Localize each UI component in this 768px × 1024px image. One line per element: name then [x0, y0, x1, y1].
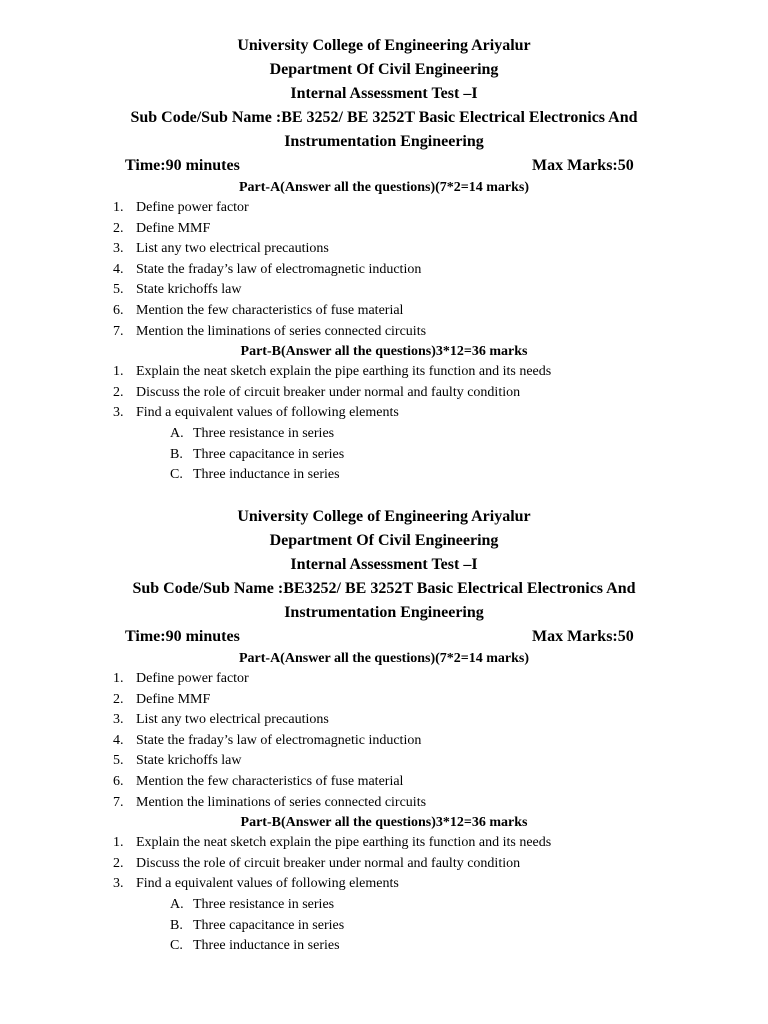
question-number: 2.	[113, 220, 124, 236]
list-item	[0, 731, 768, 752]
question-number: 2.	[113, 691, 124, 707]
question-text: Define power factor	[136, 671, 249, 686]
subject-line-2: Instrumentation Engineering	[284, 604, 484, 621]
question-number: 1.	[113, 835, 124, 851]
sub-item-letter: C.	[170, 938, 183, 954]
time-marks-row	[0, 154, 768, 178]
sub-item-letter: C.	[170, 467, 183, 483]
question-text: Mention the few characteristics of fuse material	[136, 773, 404, 789]
question-text: Find a equivalent values of following elements	[136, 405, 399, 421]
question-number: 4.	[113, 261, 124, 277]
question-text: Find a equivalent values of following elements	[136, 876, 399, 892]
sub-item-letter: B.	[170, 446, 183, 462]
department-name: Department Of Civil Engineering	[269, 532, 499, 549]
list-item	[0, 322, 768, 343]
question-number: 5.	[113, 753, 124, 769]
college-name: University College of Engineering Ariyalur	[237, 508, 531, 525]
question-number: 6.	[113, 302, 124, 318]
max-marks: Max Marks:50	[532, 157, 634, 174]
question-number: 3.	[113, 712, 124, 728]
subject-line-1: Sub Code/Sub Name :BE 3252/ BE 3252T Basic Electrical Electronics And	[130, 109, 638, 126]
part-b-heading: Part-B(Answer all the questions)3*12=36 marks	[240, 344, 528, 360]
part-b-sub-items	[0, 895, 768, 957]
max-marks: Max Marks:50	[532, 628, 634, 645]
subject-line-1: Sub Code/Sub Name :BE3252/ BE 3252T Basic Electrical Electronics And	[132, 580, 636, 597]
list-item	[0, 833, 768, 854]
time-allowed: Time:90 minutes	[125, 628, 240, 645]
list-item	[0, 301, 768, 322]
part-a-heading: Part-A(Answer all the questions)(7*2=14 marks)	[238, 651, 530, 666]
question-text: Define MMF	[136, 691, 211, 707]
question-text: State the fraday’s law of electromagnetic induction	[136, 732, 422, 748]
time-allowed: Time:90 minutes	[125, 157, 240, 174]
department-name: Department Of Civil Engineering	[269, 61, 499, 78]
question-text: Define MMF	[136, 220, 211, 236]
part-b-sub-items	[0, 424, 768, 486]
list-item	[0, 669, 768, 690]
question-text: Explain the neat sketch explain the pipe earthing its function and its needs	[136, 835, 552, 851]
question-text: Discuss the role of circuit breaker under normal and faulty condition	[136, 855, 521, 871]
question-text: Mention the liminations of series connected circuits	[136, 323, 427, 339]
question-text: Discuss the role of circuit breaker under normal and faulty condition	[136, 384, 521, 400]
question-number: 7.	[113, 794, 124, 810]
question-number: 7.	[113, 323, 124, 339]
question-number: 1.	[113, 200, 124, 215]
question-text: State the fraday’s law of electromagnetic induction	[136, 261, 422, 277]
sub-item-letter: B.	[170, 917, 183, 933]
list-item	[0, 936, 768, 957]
question-text: State krichoffs law	[136, 282, 242, 298]
part-b-heading: Part-B(Answer all the questions)3*12=36 marks	[240, 815, 528, 831]
question-text: Define power factor	[136, 200, 249, 215]
list-item	[0, 260, 768, 281]
list-item	[0, 219, 768, 240]
sub-item-letter: A.	[170, 896, 184, 912]
question-text: List any two electrical precautions	[136, 712, 329, 728]
question-text: Mention the few characteristics of fuse material	[136, 302, 404, 318]
subject-line-2: Instrumentation Engineering	[284, 133, 484, 150]
question-number: 3.	[113, 241, 124, 257]
question-text: Mention the liminations of series connected circuits	[136, 794, 427, 810]
question-number: 3.	[113, 876, 124, 892]
list-item	[0, 710, 768, 731]
list-item	[0, 793, 768, 814]
list-item	[0, 239, 768, 260]
question-number: 2.	[113, 855, 124, 871]
list-item	[0, 772, 768, 793]
test-name: Internal Assessment Test –I	[290, 85, 478, 102]
list-item	[0, 445, 768, 466]
question-number: 4.	[113, 732, 124, 748]
sub-item-text: Three inductance in series	[193, 467, 340, 483]
list-item	[0, 424, 768, 445]
list-item	[0, 383, 768, 404]
list-item	[0, 895, 768, 916]
list-item	[0, 403, 768, 424]
part-a-heading: Part-A(Answer all the questions)(7*2=14 marks)	[238, 180, 530, 195]
list-item	[0, 198, 768, 219]
sub-item-text: Three inductance in series	[193, 938, 340, 954]
list-item	[0, 751, 768, 772]
list-item	[0, 916, 768, 937]
sub-item-text: Three resistance in series	[193, 425, 335, 441]
part-b-questions	[0, 362, 768, 424]
part-b-questions	[0, 833, 768, 895]
sub-item-text: Three resistance in series	[193, 896, 335, 912]
list-item	[0, 854, 768, 875]
question-number: 5.	[113, 282, 124, 298]
question-number: 1.	[113, 671, 124, 686]
question-text: List any two electrical precautions	[136, 241, 329, 257]
sub-item-text: Three capacitance in series	[193, 446, 345, 462]
sub-item-letter: A.	[170, 425, 184, 441]
question-paper-1	[0, 34, 768, 486]
part-a-questions	[0, 669, 768, 813]
college-name: University College of Engineering Ariyalur	[237, 37, 531, 54]
part-a-questions	[0, 198, 768, 342]
list-item	[0, 874, 768, 895]
question-paper-2	[0, 505, 768, 957]
list-item	[0, 280, 768, 301]
sub-item-text: Three capacitance in series	[193, 917, 345, 933]
question-number: 1.	[113, 364, 124, 380]
question-text: Explain the neat sketch explain the pipe earthing its function and its needs	[136, 364, 552, 380]
question-number: 2.	[113, 384, 124, 400]
test-name: Internal Assessment Test –I	[290, 556, 478, 573]
list-item	[0, 465, 768, 486]
list-item	[0, 362, 768, 383]
question-text: State krichoffs law	[136, 753, 242, 769]
time-marks-row	[0, 625, 768, 649]
question-number: 6.	[113, 773, 124, 789]
question-number: 3.	[113, 405, 124, 421]
list-item	[0, 690, 768, 711]
